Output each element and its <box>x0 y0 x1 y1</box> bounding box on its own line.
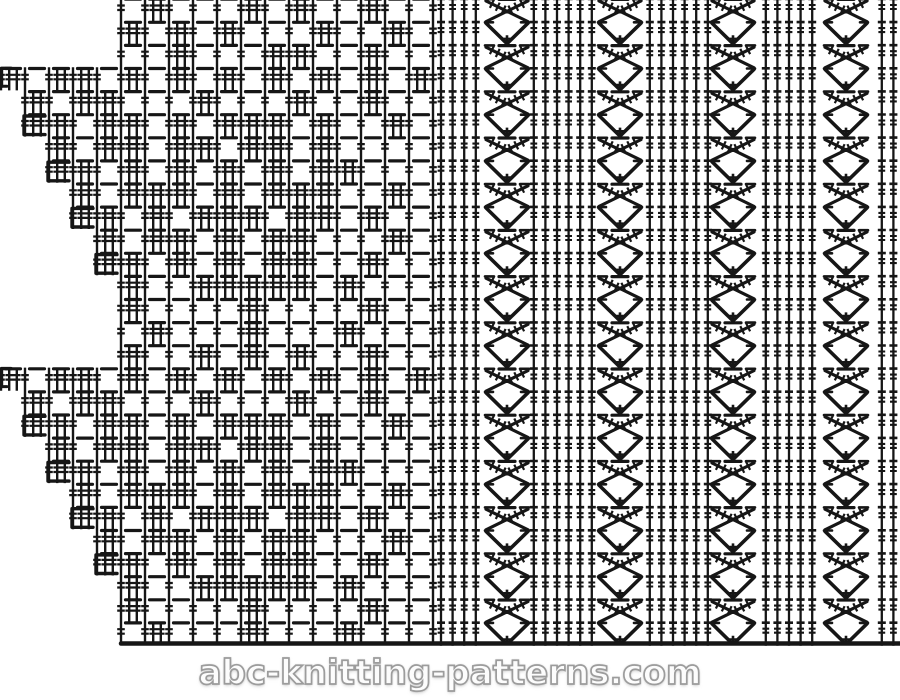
watermark-text: abc-knitting-patterns.com <box>198 653 702 693</box>
chart-stroke-layer <box>2 86 8 386</box>
chart-stroke-layer <box>6 0 855 623</box>
